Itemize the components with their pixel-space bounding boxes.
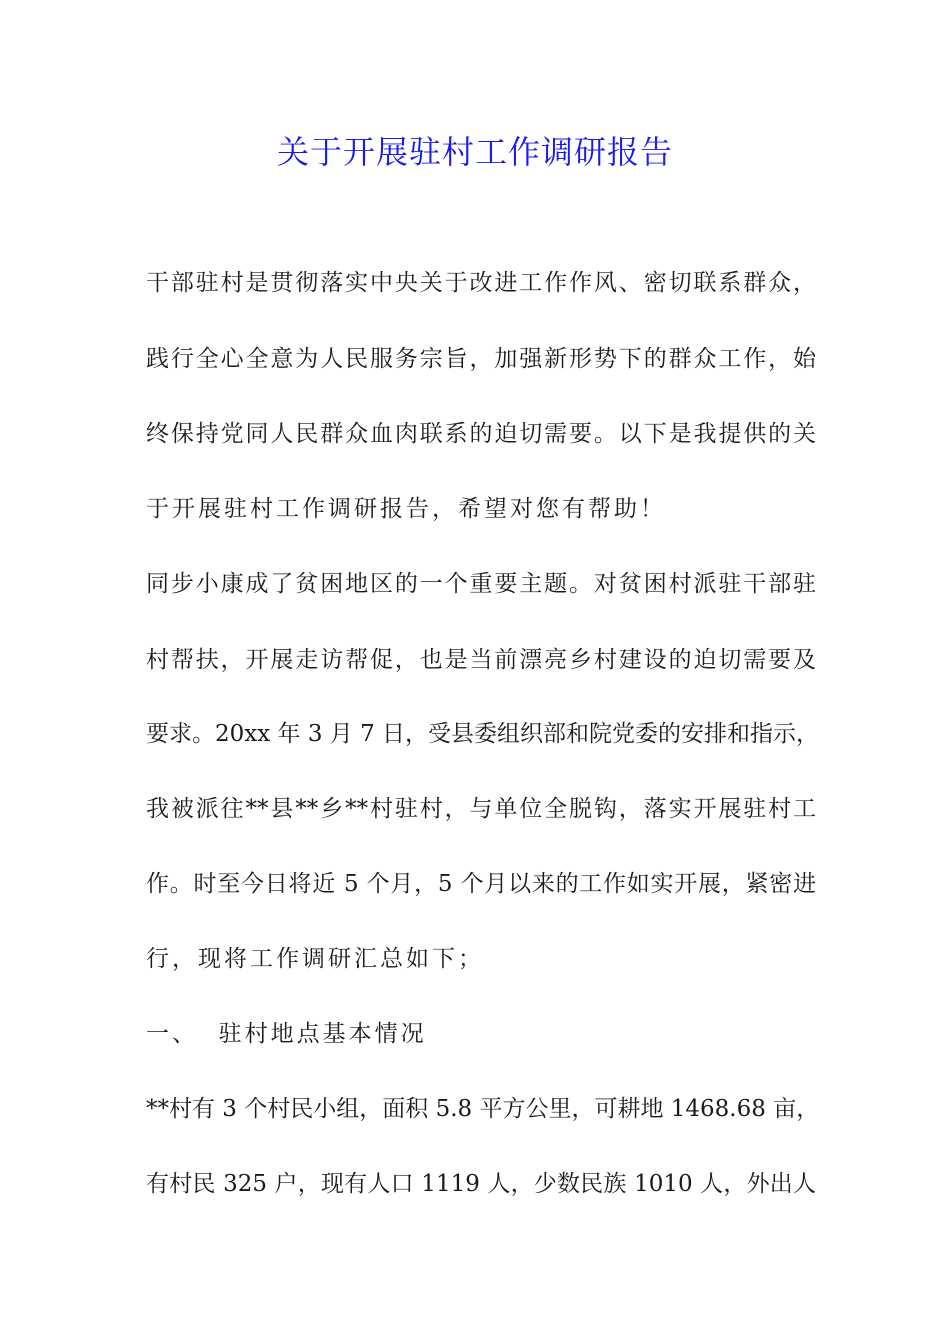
body-line: 要求。20xx 年 3 月 7 日，受县委组织部和院党委的安排和指示，	[146, 721, 820, 747]
body-line: 践行全心全意为人民服务宗旨，加强新形势下的群众工作，始	[146, 346, 816, 372]
document-title: 关于开展驻村工作调研报告	[276, 133, 673, 171]
body-line: 我被派往**县**乡**村驻村，与单位全脱钩，落实开展驻村工	[146, 796, 816, 822]
body-line: 作。时至今日将近 5 个月，5 个月以来的工作如实开展，紧密进	[146, 871, 816, 897]
body-line: 于开展驻村工作调研报告，希望对您有帮助！	[146, 496, 666, 522]
body-line: 终保持党同人民群众血肉联系的迫切需要。以下是我提供的关	[146, 421, 816, 447]
body-line: **村有 3 个村民小组，面积 5.8 平方公里，可耕地 1468.68 亩，	[146, 1096, 820, 1122]
section-heading: 一、 驻村地点基本情况	[146, 1021, 427, 1047]
body-line: 同步小康成了贫困地区的一个重要主题。对贫困村派驻干部驻	[146, 571, 816, 597]
body-line: 村帮扶，开展走访帮促，也是当前漂亮乡村建设的迫切需要及	[146, 647, 816, 673]
body-line: 有村民 325 户，现有人口 1119 人，少数民族 1010 人，外出人	[146, 1171, 816, 1197]
body-line: 干部驻村是贯彻落实中央关于改进工作作风、密切联系群众，	[146, 270, 816, 296]
body-line: 行，现将工作调研汇总如下；	[146, 946, 484, 972]
